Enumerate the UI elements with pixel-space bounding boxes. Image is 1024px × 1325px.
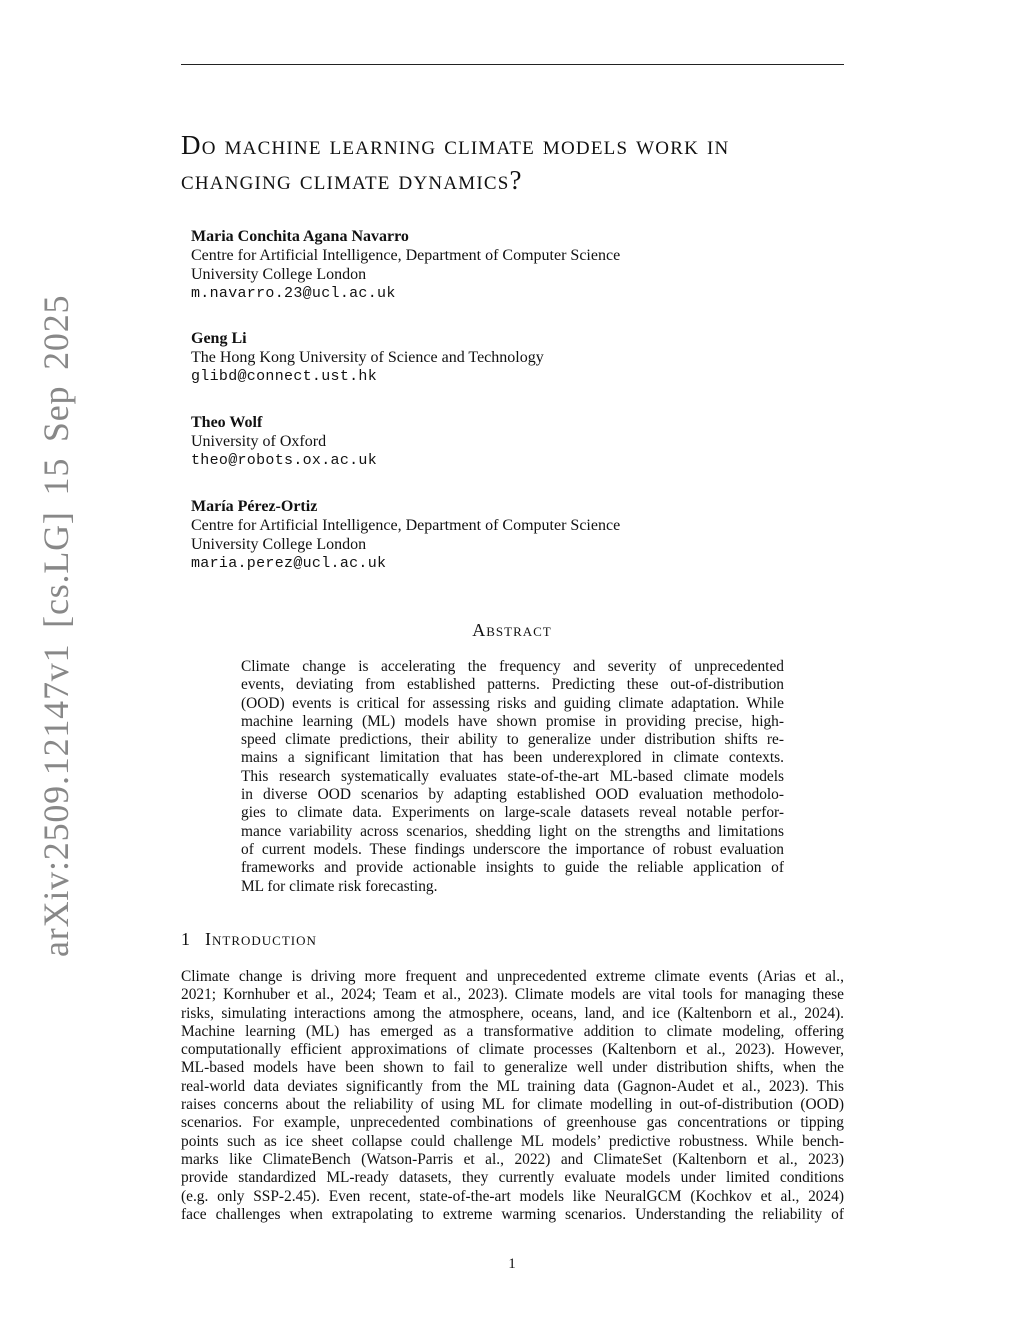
body-line: scenarios. For example, unprecedented combinations of greenhouse gas concentrations or tipping bbox=[181, 1114, 844, 1132]
body-line: Machine learning (ML) has emerged as a transformative addition to climate modeling, offering bbox=[181, 1022, 844, 1040]
abstract-line: mains a significant limitation that has been underexplored in climate contexts. bbox=[241, 749, 784, 767]
author-block-1 bbox=[191, 227, 620, 303]
author-block-4 bbox=[191, 497, 620, 573]
body-line: provide standardized ML-ready datasets, they currently evaluate models under limited conditions bbox=[181, 1169, 844, 1187]
paper-title bbox=[181, 128, 871, 198]
introduction-body bbox=[181, 968, 844, 1224]
author-name: Theo Wolf bbox=[191, 414, 263, 431]
abstract-body bbox=[241, 658, 784, 896]
section-number: 1 bbox=[181, 929, 191, 949]
author-affiliation: University College London bbox=[191, 266, 367, 283]
body-line: face challenges when extrapolating to extreme warming scenarios. Understanding the reliability of bbox=[181, 1205, 844, 1223]
abstract-line: machine learning (ML) models have shown promise in providing precise, high- bbox=[241, 712, 784, 730]
body-line: real-world data deviates significantly from the ML training data (Gagnon-Audet et al., 2023). This bbox=[181, 1077, 844, 1095]
abstract-line: mance variability across scenarios, shedding light on the strengths and limitations bbox=[241, 822, 784, 840]
author-affiliation: University College London bbox=[191, 536, 367, 553]
abstract-line: (OOD) events is critical for assessing risks and guiding climate adaptation. While bbox=[241, 694, 784, 712]
header-rule bbox=[181, 64, 844, 65]
body-line: (e.g. only SSP-2.45). Even recent, state-of-the-art models like NeuralGCM (Kochkov et al., 2024) bbox=[181, 1187, 844, 1205]
author-block-3 bbox=[191, 413, 377, 470]
abstract-line: Climate change is accelerating the frequency and severity of unprecedented bbox=[241, 658, 784, 675]
author-name: Maria Conchita Agana Navarro bbox=[191, 228, 409, 245]
arxiv-stamp: arXiv:2509.12147v1 [cs.LG] 15 Sep 2025 bbox=[36, 294, 76, 957]
abstract-line: ML for climate risk forecasting. bbox=[241, 877, 438, 895]
title-line-1: Do machine learning climate models work in bbox=[181, 130, 730, 160]
author-affiliation: Centre for Artificial Intelligence, Department of Computer Science bbox=[191, 247, 621, 264]
author-affiliation: The Hong Kong University of Science and Technology bbox=[191, 349, 544, 366]
abstract-line: gies to climate data. Experiments on large-scale datasets reveal notable perfor- bbox=[241, 804, 784, 822]
abstract-line: events, deviating from established patterns. Predicting these out-of-distribution bbox=[241, 676, 784, 694]
body-line: 2021; Kornhuber et al., 2024; Team et al., 2023). Climate models are vital tools for managing these bbox=[181, 986, 844, 1004]
author-name: María Pérez-Ortiz bbox=[191, 498, 318, 515]
body-line: raises concerns about the reliability of using ML for climate modelling in out-of-distribution (OOD) bbox=[181, 1096, 844, 1114]
body-line: ML-based models have been shown to fail to generalize well under distribution shifts, when the bbox=[181, 1059, 844, 1077]
section-title: Introduction bbox=[205, 929, 317, 949]
page-number: 1 bbox=[508, 1256, 516, 1272]
body-line: risks, simulating interactions among the atmosphere, oceans, land, and ice (Kaltenborn et al., 2024). bbox=[181, 1004, 844, 1022]
author-email[interactable]: m.navarro.23@ucl.ac.uk bbox=[191, 285, 396, 302]
body-line: computationally efficient approximations of climate processes (Kaltenborn et al., 2023). However, bbox=[181, 1041, 844, 1059]
abstract-line: This research systematically evaluates state-of-the-art ML-based climate models bbox=[241, 767, 784, 785]
author-affiliation: University of Oxford bbox=[191, 433, 327, 450]
author-block-2 bbox=[191, 329, 544, 386]
body-line: Climate change is driving more frequent and unprecedented extreme climate events (Arias et al., bbox=[181, 968, 844, 985]
author-email[interactable]: glibd@connect.ust.hk bbox=[191, 368, 378, 385]
abstract-heading: Abstract bbox=[472, 620, 552, 640]
abstract-line: in diverse OOD scenarios by adapting established OOD evaluation methodolo- bbox=[241, 786, 784, 804]
section-heading-introduction bbox=[181, 929, 317, 950]
author-name: Geng Li bbox=[191, 330, 247, 347]
body-line: marks like ClimateBench (Watson-Parris et al., 2022) and ClimateSet (Kaltenborn et al., 2023) bbox=[181, 1150, 844, 1168]
abstract-line: frameworks and provide actionable insights to guide the reliable application of bbox=[241, 859, 784, 877]
abstract-line: of current models. These findings underscore the importance of robust evaluation bbox=[241, 840, 784, 858]
body-line: points such as ice sheet collapse could challenge ML models’ predictive robustness. While bench- bbox=[181, 1132, 844, 1150]
abstract-line: speed climate predictions, their ability to generalize under distribution shifts re- bbox=[241, 731, 784, 749]
title-line-2: changing climate dynamics? bbox=[181, 165, 523, 195]
author-email[interactable]: theo@robots.ox.ac.uk bbox=[191, 452, 378, 469]
author-affiliation: Centre for Artificial Intelligence, Department of Computer Science bbox=[191, 517, 621, 534]
author-email[interactable]: maria.perez@ucl.ac.uk bbox=[191, 555, 387, 572]
